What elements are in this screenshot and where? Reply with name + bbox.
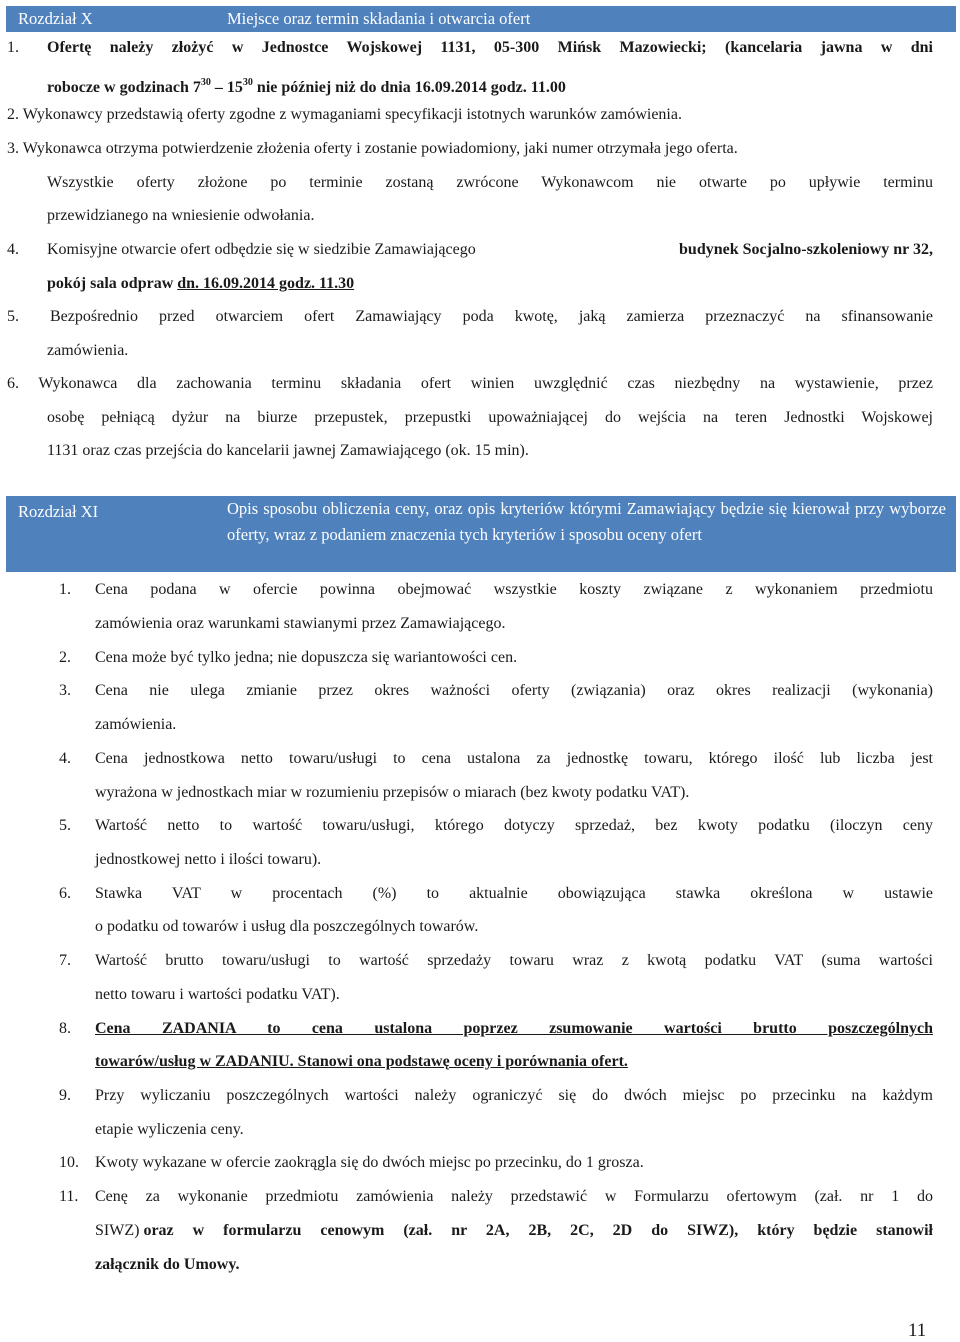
section-number: Rozdział X — [18, 9, 93, 28]
list-item-line: etapie wyliczenia ceny. — [95, 1121, 244, 1138]
paragraph-3-line-2: Wszystkie oferty złożone po terminie zostaną zwrócone Wykonawcom nie otwarte po upływie terminu — [47, 174, 933, 191]
list-item-line: Wartość brutto towaru/usługi to wartość sprzedaży towaru wraz z kwotą podatku VAT (suma wartości — [95, 952, 933, 969]
list-item-number: 10. — [59, 1154, 79, 1171]
list-item-line: o podatku od towarów i usług dla poszczególnych towarów. — [95, 918, 479, 935]
list-item-line: Cena jednostkowa netto towaru/usługi to cena ustalona za jednostkę towaru, którego ilość lub liczba jest — [95, 750, 933, 767]
paragraph-6-line-1: 6. Wykonawca dla zachowania terminu składania ofert winien uwzględnić czas niezbędny na wystawienie, przez — [7, 375, 933, 392]
list-item-line: Cena nie ulega zmianie przez okres ważności oferty (związania) oraz okres realizacji (wykonania) — [95, 682, 933, 699]
paragraph-4-line-1: Komisyjne otwarcie ofert odbędzie się w siedzibie Zamawiającego budynek Socjalno-szkoleniowy nr 32, — [47, 241, 933, 258]
list-item-line: netto towaru i wartości podatku VAT). — [95, 986, 340, 1003]
list-item-number: 2. — [59, 649, 71, 666]
paragraph-5-number: 5. — [7, 308, 19, 325]
list-item-line: SIWZ) oraz w formularzu cenowym (zał. nr 2A, 2B, 2C, 2D do SIWZ), który będzie stanowił — [95, 1222, 933, 1239]
list-item-number: 6. — [59, 885, 71, 902]
list-item-number: 1. — [59, 581, 71, 598]
list-item-line: Przy wyliczaniu poszczególnych wartości należy ograniczyć się do dwóch miejsc po przecinku na każdym — [95, 1087, 933, 1104]
list-item-line: Cena ZADANIA to cena ustalona poprzez zsumowanie wartości brutto poszczególnych — [95, 1020, 933, 1037]
list-item-line: wyrażona w jednostkach miar w rozumieniu przepisów o miarach (bez kwoty podatku VAT). — [95, 784, 690, 801]
section-header-rozdzial-xi — [6, 496, 956, 572]
list-item-number: 9. — [59, 1087, 71, 1104]
paragraph-3-line-3: przewidzianego na wniesienie odwołania. — [47, 207, 315, 224]
list-item-line: towarów/usług w ZADANIU. Stanowi ona podstawę oceny i porównania ofert. — [95, 1053, 628, 1070]
list-item-line: Cena może być tylko jedna; nie dopuszcza się wariantowości cen. — [95, 649, 518, 666]
section-header-rozdzial-x — [6, 6, 956, 32]
paragraph-5-line-1: Bezpośrednio przed otwarciem ofert Zamawiający poda kwotę, jaką zamierza przeznaczyć na sfinansowanie — [50, 308, 933, 325]
list-item-line: Wartość netto to wartość towaru/usługi, którego dotyczy sprzedaż, bez kwoty podatku (iloczyn ceny — [95, 817, 933, 834]
list-item-number: 4. — [59, 750, 71, 767]
paragraph-6-line-3: 1131 oraz czas przejścia do kancelarii jawnej Zamawiającego (ok. 15 min). — [47, 442, 529, 459]
list-item-line: zamówienia oraz warunkami stawianymi przez Zamawiającego. — [95, 615, 506, 632]
list-item-line: zamówienia. — [95, 716, 177, 733]
list-item-line: załącznik do Umowy. — [95, 1256, 240, 1273]
paragraph-4-number: 4. — [7, 241, 19, 258]
paragraph-4-line-2: pokój sala odpraw dn. 16.09.2014 godz. 11.30 — [47, 275, 355, 292]
list-item-line: jednostkowej netto i ilości towaru). — [95, 851, 322, 868]
page-number: 11 — [908, 1320, 927, 1341]
list-item-number: 5. — [59, 817, 71, 834]
section-number: Rozdział XI — [18, 502, 99, 521]
list-item-number: 8. — [59, 1020, 71, 1037]
list-item-line: Stawka VAT w procentach (%) to aktualnie obowiązująca stawka określona w ustawie — [95, 885, 933, 902]
paragraph-1-number: 1. — [7, 39, 19, 56]
list-item-line: Cenę za wykonanie przedmiotu zamówienia należy przedstawić w Formularzu ofertowym (zał. nr 1 do — [95, 1188, 933, 1205]
list-item-number: 3. — [59, 682, 71, 699]
section-title: Miejsce oraz termin składania i otwarcia ofert — [227, 9, 531, 28]
list-item-line: Kwoty wykazane w ofercie zaokrągla się do dwóch miejsc po przecinku, do 1 grosza. — [95, 1154, 644, 1171]
list-item-number: 11. — [59, 1188, 79, 1205]
list-item-line: Cena podana w ofercie powinna obejmować wszystkie koszty związane z wykonaniem przedmiotu — [95, 581, 933, 598]
paragraph-2: 2. Wykonawcy przedstawią oferty zgodne z wymaganiami specyfikacji istotnych warunków zamówienia. — [7, 106, 682, 123]
paragraph-1-line-2: robocze w godzinach $7^{30} - 15^{30}$ nie później niż do dnia 16.09.2014 godz. 11.00 — [47, 77, 566, 96]
section-title: Opis sposobu obliczenia ceny, oraz opis kryteriów którymi Zamawiający będzie się kierował przy wyborze oferty, wraz z podaniem znaczenia tych kryteriów i sposobu oceny ofert — [227, 499, 946, 544]
paragraph-3-line-1: 3. Wykonawca otrzyma potwierdzenie złożenia oferty i zostanie powiadomiony, jaki numer otrzymała jego oferta. — [7, 140, 738, 157]
paragraph-6-line-2: osobę pełniącą dyżur na biurze przepustek, przepustki upoważniającej do wejścia na teren Jednostki Wojskowej — [47, 409, 933, 426]
paragraph-1-line-1: Ofertę należy złożyć w Jednostce Wojskowej 1131, 05-300 Mińsk Mazowiecki; (kancelaria jawna w dni — [47, 39, 933, 56]
paragraph-5-line-2: zamówienia. — [47, 342, 129, 359]
list-item-number: 7. — [59, 952, 71, 969]
